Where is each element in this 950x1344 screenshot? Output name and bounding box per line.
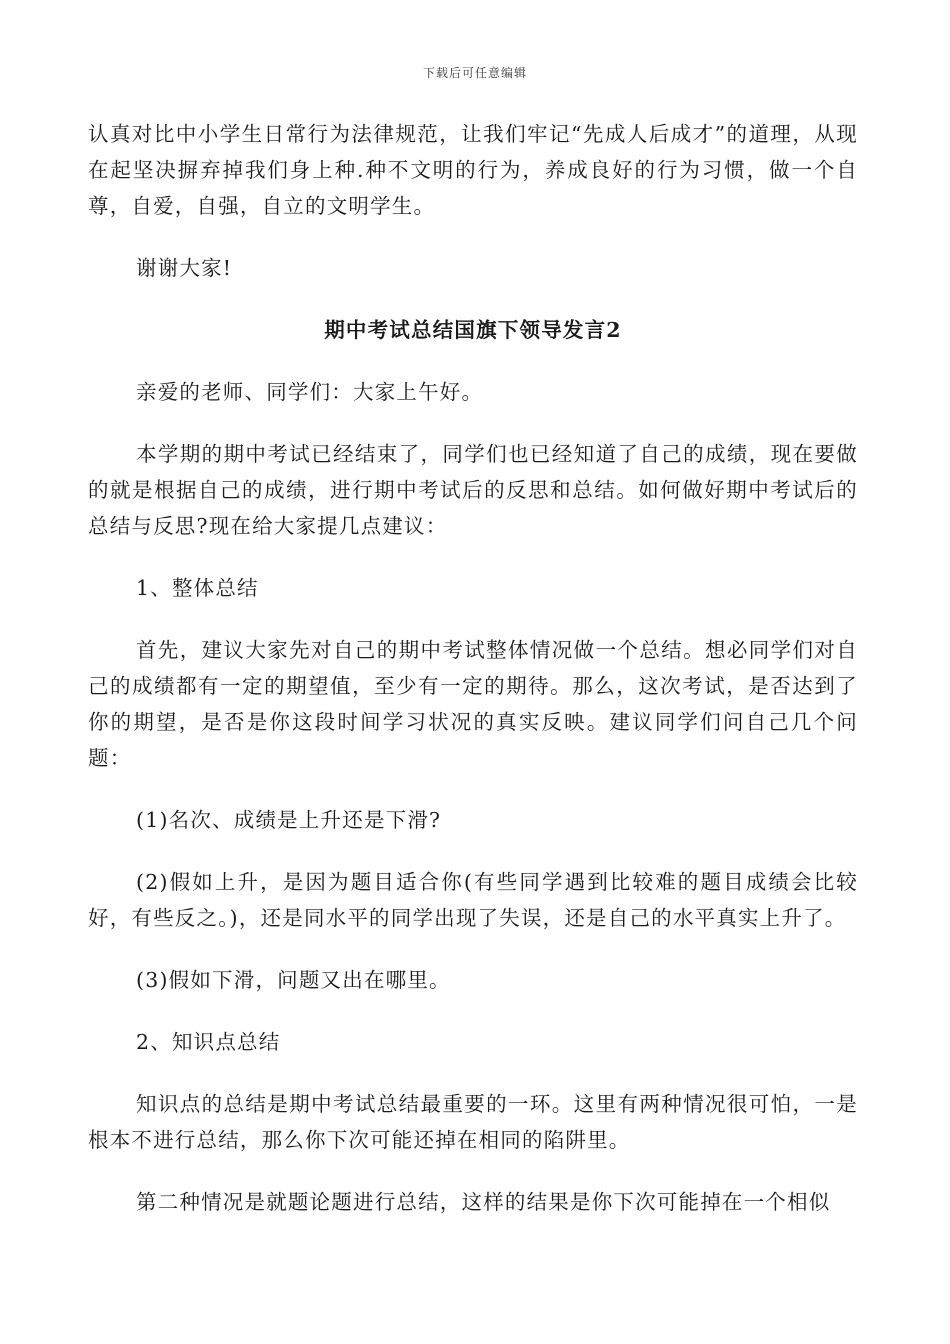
list-item-2: (2)假如上升，是因为题目适合你(有些同学遇到比较难的题目成绩会比较好，有些反之。)，还是同水平的同学出现了失误，还是自己的水平真实上升了。: [88, 870, 858, 930]
paragraph-knowledge-summary: 知识点的总结是期中考试总结最重要的一环。这里有两种情况很可怕，一是根本不进行总结，那么你下次可能还掉在相同的陷阱里。: [88, 1092, 858, 1152]
list-item-1: (1)名次、成绩是上升还是下滑?: [136, 808, 442, 832]
heading-overall-summary: 1、整体总结: [136, 576, 259, 600]
document-body: [88, 116, 858, 1246]
paragraph-thanks: 谢谢大家!: [136, 256, 233, 280]
paragraph-intro: 本学期的期中考试已经结束了，同学们也已经知道了自己的成绩，现在要做的就是根据自己的成绩，进行期中考试后的反思和总结。如何做好期中考试后的总结与反思?现在给大家提几点建议：: [88, 442, 858, 538]
section-title: 期中考试总结国旗下领导发言2: [324, 318, 622, 342]
page-header: 下载后可任意编辑: [422, 66, 527, 80]
paragraph-second-case: 第二种情况是就题论题进行总结，这样的结果是你下次可能掉在一个相似: [136, 1190, 831, 1214]
paragraph-greeting: 亲爱的老师、同学们：大家上午好。: [136, 380, 484, 404]
paragraph-closing-text: 认真对比中小学生日常行为法律规范，让我们牢记“先成人后成才”的道理，从现在起坚决摒弃掉我们身上种.种不文明的行为，养成良好的行为习惯，做一个自尊，自爱，自强，自立的文明学生。: [88, 122, 858, 218]
paragraph-overall-summary: 首先，建议大家先对自己的期中考试整体情况做一个总结。想必同学们对自己的成绩都有一定的期望值，至少有一定的期待。那么，这次考试，是否达到了你的期望，是否是你这段时间学习状况的真实反映。建议同学们问自己几个问题：: [88, 638, 858, 770]
list-item-3: (3)假如下滑，问题又出在哪里。: [136, 968, 451, 992]
heading-knowledge-summary: 2、知识点总结: [136, 1030, 281, 1054]
